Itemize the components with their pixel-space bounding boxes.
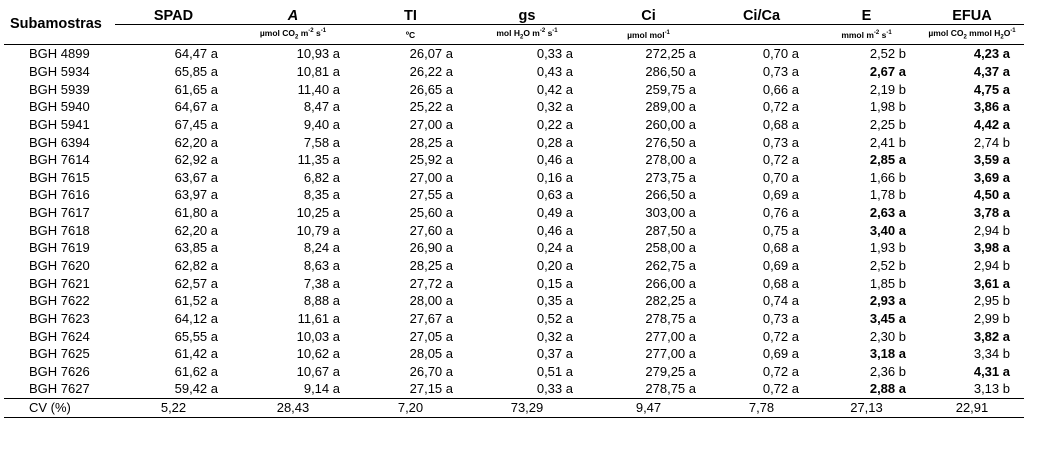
cell-ti: 25,22 a: [409, 99, 453, 115]
cell-ti: 27,00 a: [409, 116, 453, 132]
cell-gs: 0,15 a: [536, 275, 573, 291]
cell-spad: 67,45 a: [174, 116, 218, 132]
cell-gs: 0,63 a: [536, 187, 573, 203]
cell-ci: 276,50 a: [645, 134, 696, 150]
cv-value: 27,13: [813, 398, 920, 417]
cell-e: 2,19 b: [869, 81, 906, 97]
cell-a: 10,25 a: [296, 205, 340, 221]
table-row: [4, 204, 1024, 222]
cell-e: 1,98 b: [869, 99, 906, 115]
cell-gs: 0,33 a: [536, 46, 573, 62]
row-label: BGH 5940: [29, 99, 90, 115]
cell-a: 11,35 a: [297, 152, 340, 168]
cell-spad: 65,55 a: [174, 328, 218, 344]
cell-ti: 27,05 a: [409, 328, 453, 344]
units-row: [4, 25, 1024, 45]
cell-a: 9,14 a: [232, 380, 354, 398]
cell-efua: 3,34 b: [973, 346, 1010, 362]
cell-cica: 0,66 a: [762, 81, 799, 97]
cell-a: 10,67 a: [296, 363, 340, 379]
unit-gs: mol $H_2O$ $m^{-2}$ $s^{-1}$: [467, 25, 587, 45]
row-label: BGH 7620: [29, 258, 90, 273]
cell-ti: 26,65 a: [409, 81, 453, 97]
cell-ci: 277,00 a: [645, 328, 696, 344]
cell-e: 1,85 b: [869, 275, 906, 291]
cell-gs: 0,43 a: [536, 63, 573, 79]
cell-efua: 3,86 a: [973, 99, 1010, 115]
unit-cica: [710, 25, 813, 45]
table-row: [4, 133, 1024, 151]
header-e: E: [813, 3, 920, 25]
table-row: [4, 45, 1024, 63]
table-row: [4, 380, 1024, 398]
cell-ci: 273,75 a: [645, 169, 696, 185]
row-label: BGH 7627: [4, 380, 115, 398]
cell-ti: 27,72 a: [409, 275, 453, 291]
header-cica: Ci/Ca: [710, 3, 813, 25]
cell-efua: 3,69 a: [973, 169, 1010, 185]
row-label: BGH 7616: [29, 187, 90, 203]
unit-efua: µmol $CO_2$ mmol $H_2O^{-1}$: [920, 25, 1024, 45]
row-label: BGH 7618: [29, 222, 90, 238]
cell-spad: 64,47 a: [174, 46, 218, 62]
cell-efua: 4,50 a: [973, 187, 1010, 203]
cell-efua: 3,98 a: [973, 240, 1010, 256]
cell-gs: 0,52 a: [536, 310, 573, 326]
cell-a: 10,81 a: [296, 63, 340, 79]
cell-cica: 0,74 a: [762, 293, 799, 309]
header-a: A: [232, 3, 354, 25]
table-row: [4, 292, 1024, 310]
cell-efua: 2,94 b: [973, 258, 1010, 273]
cell-efua: 3,61 a: [973, 275, 1010, 291]
cell-a: 6,82 a: [303, 169, 340, 185]
cell-cica: 0,68 a: [762, 240, 799, 256]
cell-cica: 0,69 a: [762, 187, 799, 203]
cv-value: 7,78: [710, 398, 813, 417]
cell-ci: 266,50 a: [645, 187, 696, 203]
cell-cica: 0,76 a: [762, 205, 799, 221]
cell-cica: 0,72 a: [762, 152, 799, 168]
table-row: [4, 274, 1024, 292]
cell-efua: 2,94 b: [973, 222, 1010, 238]
cell-a: 8,63 a: [303, 258, 340, 273]
cell-cica: 0,72 a: [762, 99, 799, 115]
header-ci: Ci: [587, 3, 710, 25]
cell-e: 3,18 a: [869, 346, 906, 362]
row-label: BGH 7615: [29, 169, 90, 185]
table-row: [4, 239, 1024, 257]
cell-efua: 2,95 b: [973, 293, 1010, 309]
cell-ci: 278,00 a: [645, 152, 696, 168]
cell-e: 3,40 a: [869, 222, 906, 238]
cell-cica: 0,68 a: [762, 116, 799, 132]
row-label: BGH 7626: [29, 363, 90, 379]
cell-e: 2,93 a: [869, 293, 906, 309]
table-row: [4, 310, 1024, 328]
cell-ti: 27,55 a: [409, 187, 453, 203]
cell-efua: 4,37 a: [973, 63, 1010, 79]
cell-e: 2,85 a: [869, 152, 906, 168]
cell-efua: 4,31 a: [973, 363, 1010, 379]
cell-spad: 63,85 a: [174, 240, 218, 256]
cell-ti: 27,67 a: [409, 310, 453, 326]
cell-cica: 0,75 a: [762, 222, 799, 238]
cv-value: 7,20: [354, 398, 467, 417]
cell-ti: 28,25 a: [409, 258, 453, 273]
cell-ci: 266,00 a: [645, 275, 696, 291]
cell-efua: 4,75 a: [973, 81, 1010, 97]
cv-value: 9,47: [587, 398, 710, 417]
cell-ti: 27,60 a: [409, 222, 453, 238]
table-body: [4, 45, 1024, 399]
cell-e: 2,88 a: [813, 380, 920, 398]
cell-a: 7,58 a: [303, 134, 340, 150]
table-row: [4, 257, 1024, 275]
cell-a: 9,40 a: [303, 116, 340, 132]
cell-ci: 262,75 a: [645, 258, 696, 273]
table-row: [4, 63, 1024, 81]
table-row: [4, 363, 1024, 381]
cell-a: 8,35 a: [303, 187, 340, 203]
cell-ci: 303,00 a: [645, 205, 696, 221]
cell-e: 2,25 b: [869, 116, 906, 132]
header-spad: SPAD: [115, 3, 232, 25]
cell-efua: 3,82 a: [973, 328, 1010, 344]
cell-e: 2,30 b: [869, 328, 906, 344]
header-gs: gs: [467, 3, 587, 25]
header-ti: TI: [354, 3, 467, 25]
cell-gs: 0,37 a: [536, 346, 573, 362]
cell-ti: 28,25 a: [409, 134, 453, 150]
cell-gs: 0,46 a: [536, 152, 573, 168]
cell-e: 2,52 b: [869, 46, 906, 62]
row-label: BGH 7624: [29, 328, 90, 344]
cell-ci: 278,75 a: [587, 380, 710, 398]
results-table: [4, 3, 1024, 418]
cell-a: 8,88 a: [303, 293, 340, 309]
cv-value: 28,43: [232, 398, 354, 417]
cell-a: 8,47 a: [303, 99, 340, 115]
unit-ci: µmol mol$^{-1}$: [587, 25, 710, 45]
cell-ci: 286,50 a: [645, 63, 696, 79]
cell-ti: 26,90 a: [409, 240, 453, 256]
row-label: BGH 5934: [29, 63, 90, 79]
table-row: [4, 345, 1024, 363]
cell-e: 3,45 a: [869, 310, 906, 326]
cell-efua: 2,99 b: [973, 310, 1010, 326]
cell-ci: 277,00 a: [645, 346, 696, 362]
cell-efua: 3,59 a: [973, 152, 1010, 168]
unit-ti: ºC: [354, 25, 467, 45]
results-table-container: [4, 3, 1024, 418]
table-row: [4, 151, 1024, 169]
cell-gs: 0,22 a: [536, 116, 573, 132]
cell-gs: 0,28 a: [536, 134, 573, 150]
cell-ti: 25,92 a: [409, 152, 453, 168]
cell-ti: 28,00 a: [409, 293, 453, 309]
cell-gs: 0,32 a: [536, 328, 573, 344]
cell-gs: 0,32 a: [536, 99, 573, 115]
cell-a: 11,61 a: [297, 310, 340, 326]
cell-ci: 260,00 a: [645, 116, 696, 132]
row-label: BGH 7617: [29, 205, 90, 221]
unit-a: µmol $CO_2$ $m^{-2}$ $s^{-1}$: [232, 25, 354, 45]
table-row: [4, 168, 1024, 186]
cell-ti: 25,60 a: [409, 205, 453, 221]
cell-a: 10,62 a: [296, 346, 340, 362]
cell-gs: 0,49 a: [536, 205, 573, 221]
unit-spad: [115, 25, 232, 45]
cell-spad: 62,82 a: [174, 258, 218, 273]
table-row: [4, 327, 1024, 345]
cell-e: 2,41 b: [869, 134, 906, 150]
row-label: BGH 6394: [29, 134, 90, 150]
cell-cica: 0,72 a: [762, 328, 799, 344]
cell-spad: 63,67 a: [174, 169, 218, 185]
row-label: BGH 7619: [29, 240, 90, 256]
cv-label: CV (%): [4, 398, 115, 417]
cell-ci: 282,25 a: [645, 293, 696, 309]
cell-cica: 0,72 a: [762, 363, 799, 379]
cell-gs: 0,33 a: [467, 380, 587, 398]
table-row: [4, 98, 1024, 116]
row-label: BGH 5941: [29, 116, 90, 132]
cell-a: 7,38 a: [303, 275, 340, 291]
cell-spad: 64,12 a: [174, 310, 218, 326]
cell-ti: 28,05 a: [409, 346, 453, 362]
row-label: BGH 7622: [29, 293, 90, 309]
cell-efua: 3,13 b: [920, 380, 1024, 398]
cell-efua: 2,74 b: [973, 134, 1010, 150]
cell-e: 1,93 b: [869, 240, 906, 256]
cell-cica: 0,68 a: [762, 275, 799, 291]
cell-ci: 259,75 a: [645, 81, 696, 97]
cell-e: 2,63 a: [869, 205, 906, 221]
cv-row: [4, 398, 1024, 417]
cv-value: 5,22: [115, 398, 232, 417]
cell-spad: 64,67 a: [174, 99, 218, 115]
cell-cica: 0,73 a: [762, 310, 799, 326]
cell-spad: 61,52 a: [174, 293, 218, 309]
row-label: BGH 7623: [29, 310, 90, 326]
table-row: [4, 116, 1024, 134]
cell-spad: 61,62 a: [174, 363, 218, 379]
cell-cica: 0,69 a: [762, 258, 799, 273]
cell-a: 10,79 a: [296, 222, 340, 238]
row-label: BGH 7621: [29, 275, 90, 291]
cell-cica: 0,70 a: [762, 46, 799, 62]
cell-a: 11,40 a: [297, 81, 340, 97]
cell-a: 10,93 a: [296, 46, 340, 62]
header-efua: EFUA: [920, 3, 1024, 25]
cell-a: 8,24 a: [303, 240, 340, 256]
cell-ti: 26,07 a: [409, 46, 453, 62]
cell-ti: 27,15 a: [354, 380, 467, 398]
header-row: [4, 3, 1024, 25]
cv-value: 22,91: [920, 398, 1024, 417]
cell-spad: 59,42 a: [115, 380, 232, 398]
cell-spad: 61,42 a: [174, 346, 218, 362]
cell-gs: 0,51 a: [536, 363, 573, 379]
cell-ci: 279,25 a: [645, 363, 696, 379]
row-label: BGH 7614: [29, 152, 90, 168]
cell-gs: 0,16 a: [536, 169, 573, 185]
cell-spad: 61,65 a: [174, 81, 218, 97]
cell-e: 2,36 b: [869, 363, 906, 379]
cell-a: 10,03 a: [296, 328, 340, 344]
unit-e: mmol $m^{-2}$ $s^{-1}$: [813, 25, 920, 45]
cell-spad: 62,57 a: [174, 275, 218, 291]
table-row: [4, 186, 1024, 204]
cell-spad: 61,80 a: [174, 205, 218, 221]
header-subamostras: Subamostras: [4, 3, 115, 45]
cell-e: 1,78 b: [869, 187, 906, 203]
row-label: BGH 7625: [29, 346, 90, 362]
cell-spad: 65,85 a: [174, 63, 218, 79]
cell-ti: 26,22 a: [409, 63, 453, 79]
cell-efua: 4,23 a: [973, 46, 1010, 62]
row-label: BGH 5939: [29, 81, 90, 97]
cell-efua: 4,42 a: [973, 116, 1010, 132]
cell-e: 1,66 b: [869, 169, 906, 185]
cell-spad: 62,20 a: [174, 134, 218, 150]
cell-e: 2,67 a: [869, 63, 906, 79]
cell-ti: 26,70 a: [409, 363, 453, 379]
cell-gs: 0,35 a: [536, 293, 573, 309]
cell-gs: 0,20 a: [536, 258, 573, 273]
cell-ci: 272,25 a: [645, 46, 696, 62]
row-label: BGH 4899: [29, 46, 90, 62]
cell-ci: 258,00 a: [645, 240, 696, 256]
cell-efua: 3,78 a: [973, 205, 1010, 221]
cell-ci: 278,75 a: [645, 310, 696, 326]
table-row: [4, 80, 1024, 98]
cell-gs: 0,24 a: [536, 240, 573, 256]
cell-cica: 0,73 a: [762, 134, 799, 150]
table-row: [4, 221, 1024, 239]
cell-ci: 289,00 a: [645, 99, 696, 115]
cell-spad: 62,92 a: [174, 152, 218, 168]
cell-ti: 27,00 a: [409, 169, 453, 185]
cell-cica: 0,70 a: [762, 169, 799, 185]
cell-spad: 62,20 a: [174, 222, 218, 238]
cell-cica: 0,73 a: [762, 63, 799, 79]
cell-cica: 0,72 a: [710, 380, 813, 398]
cell-spad: 63,97 a: [174, 187, 218, 203]
cell-gs: 0,42 a: [536, 81, 573, 97]
cv-value: 73,29: [467, 398, 587, 417]
cell-e: 2,52 b: [869, 258, 906, 273]
cell-cica: 0,69 a: [762, 346, 799, 362]
cell-ci: 287,50 a: [645, 222, 696, 238]
cell-gs: 0,46 a: [536, 222, 573, 238]
